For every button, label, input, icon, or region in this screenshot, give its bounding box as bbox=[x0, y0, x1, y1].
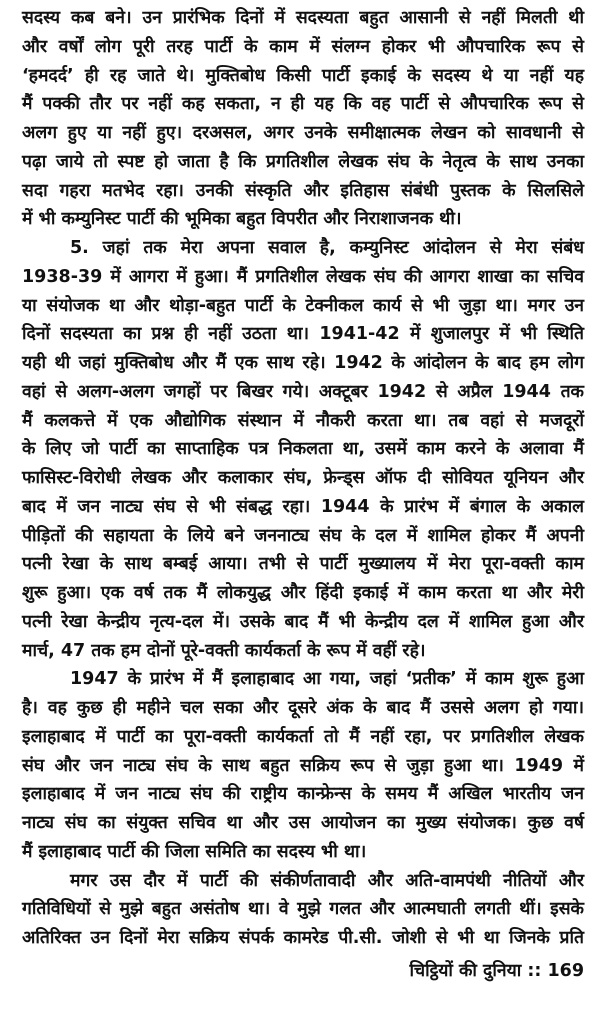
text-line: में भी कम्युनिस्ट पार्टी की भूमिका बहुत विपरीत और निराशाजनक थी। bbox=[22, 209, 462, 230]
paragraph bbox=[22, 665, 584, 866]
text-line: सदा गहरा मतभेद रहा। उनकी संस्कृति और इतिहास संबंधी पुस्तक के सिलसिले bbox=[22, 180, 584, 201]
text-line: वहां से अलग-अलग जगहों पर बिखर गये। अक्टूबर 1942 से अप्रैल 1944 तक bbox=[22, 381, 584, 402]
text-line: नाट्य संघ का संयुक्त सचिव था और उस आयोजन का मुख्य संयोजक। कुछ वर्ष bbox=[22, 813, 584, 833]
text-line: अतिरिक्त उन दिनों मेरा सक्रिय संपर्क कामरेड पी.सी. जोशी से भी था जिनके प्रति bbox=[22, 928, 584, 948]
text-line: संघ और जन नाट्य संघ के साथ बहुत सक्रिय रूप से जुड़ा हुआ था। 1949 में bbox=[22, 755, 584, 776]
text-line: बाद में जन नाट्य संघ से भी संबद्ध रहा। 1944 के प्रारंभ में बंगाल के अकाल bbox=[22, 496, 584, 517]
text-line: पीड़ितों की सहायता के लिये बने जननाट्य संघ के दल में शामिल होकर मैं अपनी bbox=[22, 525, 584, 546]
text-line: 1938-39 में आगरा में हुआ। मैं प्रगतिशील लेखक संघ की आगरा शाखा का सचिव bbox=[22, 266, 584, 287]
text-line: पत्नी रेखा के साथ बम्बई आया। तभी से पार्टी मुख्यालय में मेरा पूरा-वक्ती काम bbox=[22, 554, 584, 575]
text-line: यही थी जहां मुक्तिबोध और मैं एक साथ रहे। 1942 के आंदोलन के बाद हम लोग bbox=[22, 353, 584, 373]
text-line: और वर्षों लोग पूरी तरह पार्टी के काम में संलग्न होकर भी औपचारिक रूप से bbox=[22, 36, 584, 57]
text-line: के लिए जो पार्टी का साप्ताहिक पत्र निकलता था, उसमें काम करने के अलावा मैं bbox=[22, 439, 584, 460]
text-line: दिनों सदस्यता का प्रश्न ही नहीं उठता था। 1941-42 में शुजालपुर में भी स्थिति bbox=[22, 324, 584, 345]
text-line: ‘हमदर्द’ ही रह जाते थे। मुक्तिबोध किसी पार्टी इकाई के सदस्य थे या नहीं यह bbox=[22, 65, 584, 86]
text-line: मगर उस दौर में पार्टी की संकीर्णतावादी और अति-वामपंथी नीतियों और bbox=[70, 870, 584, 891]
text-line: पत्नी रेखा केन्द्रीय नृत्य-दल में। उसके बाद मैं भी केन्द्रीय दल में शामिल हुआ और bbox=[22, 611, 584, 632]
text-line: मार्च, 47 तक हम दोनों पूरे-वक्ती कार्यकर्ता के रूप में वहीं रहे। bbox=[22, 640, 426, 661]
text-line: 1947 के प्रारंभ में मैं इलाहाबाद आ गया, जहां ‘प्रतीक’ में काम शुरू हुआ bbox=[70, 669, 584, 690]
text-line: इलाहाबाद में जन नाट्य संघ की राष्ट्रीय कान्फ्रेन्स के समय मैं अखिल भारतीय जन bbox=[22, 784, 584, 805]
paragraph bbox=[22, 234, 584, 665]
text-line: है। वह कुछ ही महीने चल सका और दूसरे अंक के बाद मैं उससे अलग हो गया। bbox=[22, 698, 584, 718]
text-line: अलग हुए या नहीं हुए। दरअसल, अगर उनके समीक्षात्मक लेखन को सावधानी से bbox=[22, 123, 584, 143]
text-line: गतिविधियों से मुझे बहुत असंतोष था। वे मुझे गलत और आत्मघाती लगती थीं। इसके bbox=[22, 899, 584, 920]
text-line: इलाहाबाद में पार्टी का पूरा-वक्ती कार्यकर्ता तो मैं नहीं रहा, पर प्रगतिशील लेखक bbox=[22, 726, 584, 747]
page-footer: चिट्ठियों की दुनिया :: 169 bbox=[409, 961, 584, 981]
paragraph bbox=[22, 4, 584, 234]
page-body bbox=[22, 4, 584, 953]
text-line: मैं कलकत्ते में एक औद्योगिक संस्थान में नौकरी करता था। तब वहां से मजदूरों bbox=[22, 410, 584, 431]
text-line: 5. जहां तक मेरा अपना सवाल है, कम्युनिस्ट आंदोलन से मेरा संबंध bbox=[70, 238, 584, 258]
text-line: या संयोजक था और थोड़ा-बहुत पार्टी के टेक्नीकल कार्य से भी जुड़ा था। मगर उन bbox=[22, 295, 584, 316]
text-line: फासिस्ट-विरोधी लेखक और कलाकार संघ, फ्रेन्ड्स ऑफ दी सोवियत यूनियन और bbox=[22, 468, 584, 488]
text-line: मैं इलाहाबाद पार्टी की जिला समिति का सदस्य भी था। bbox=[22, 841, 367, 862]
text-line: शुरू हुआ। एक वर्ष तक मैं लोकयुद्ध और हिंदी इकाई में काम करता था और मेरी bbox=[22, 583, 584, 603]
text-line: पढ़ा जाये तो स्पष्ट हो जाता है कि प्रगतिशील लेखक संघ के नेतृत्व के साथ उनका bbox=[22, 151, 584, 172]
paragraph bbox=[22, 867, 584, 953]
text-line: मैं पक्की तौर पर नहीं कह सकता, न ही यह कि वह पार्टी से औपचारिक रूप से bbox=[22, 94, 584, 115]
text-line: सदस्य कब बने। उन प्रारंभिक दिनों में सदस्यता बहुत आसानी से नहीं मिलती थी bbox=[22, 8, 584, 28]
